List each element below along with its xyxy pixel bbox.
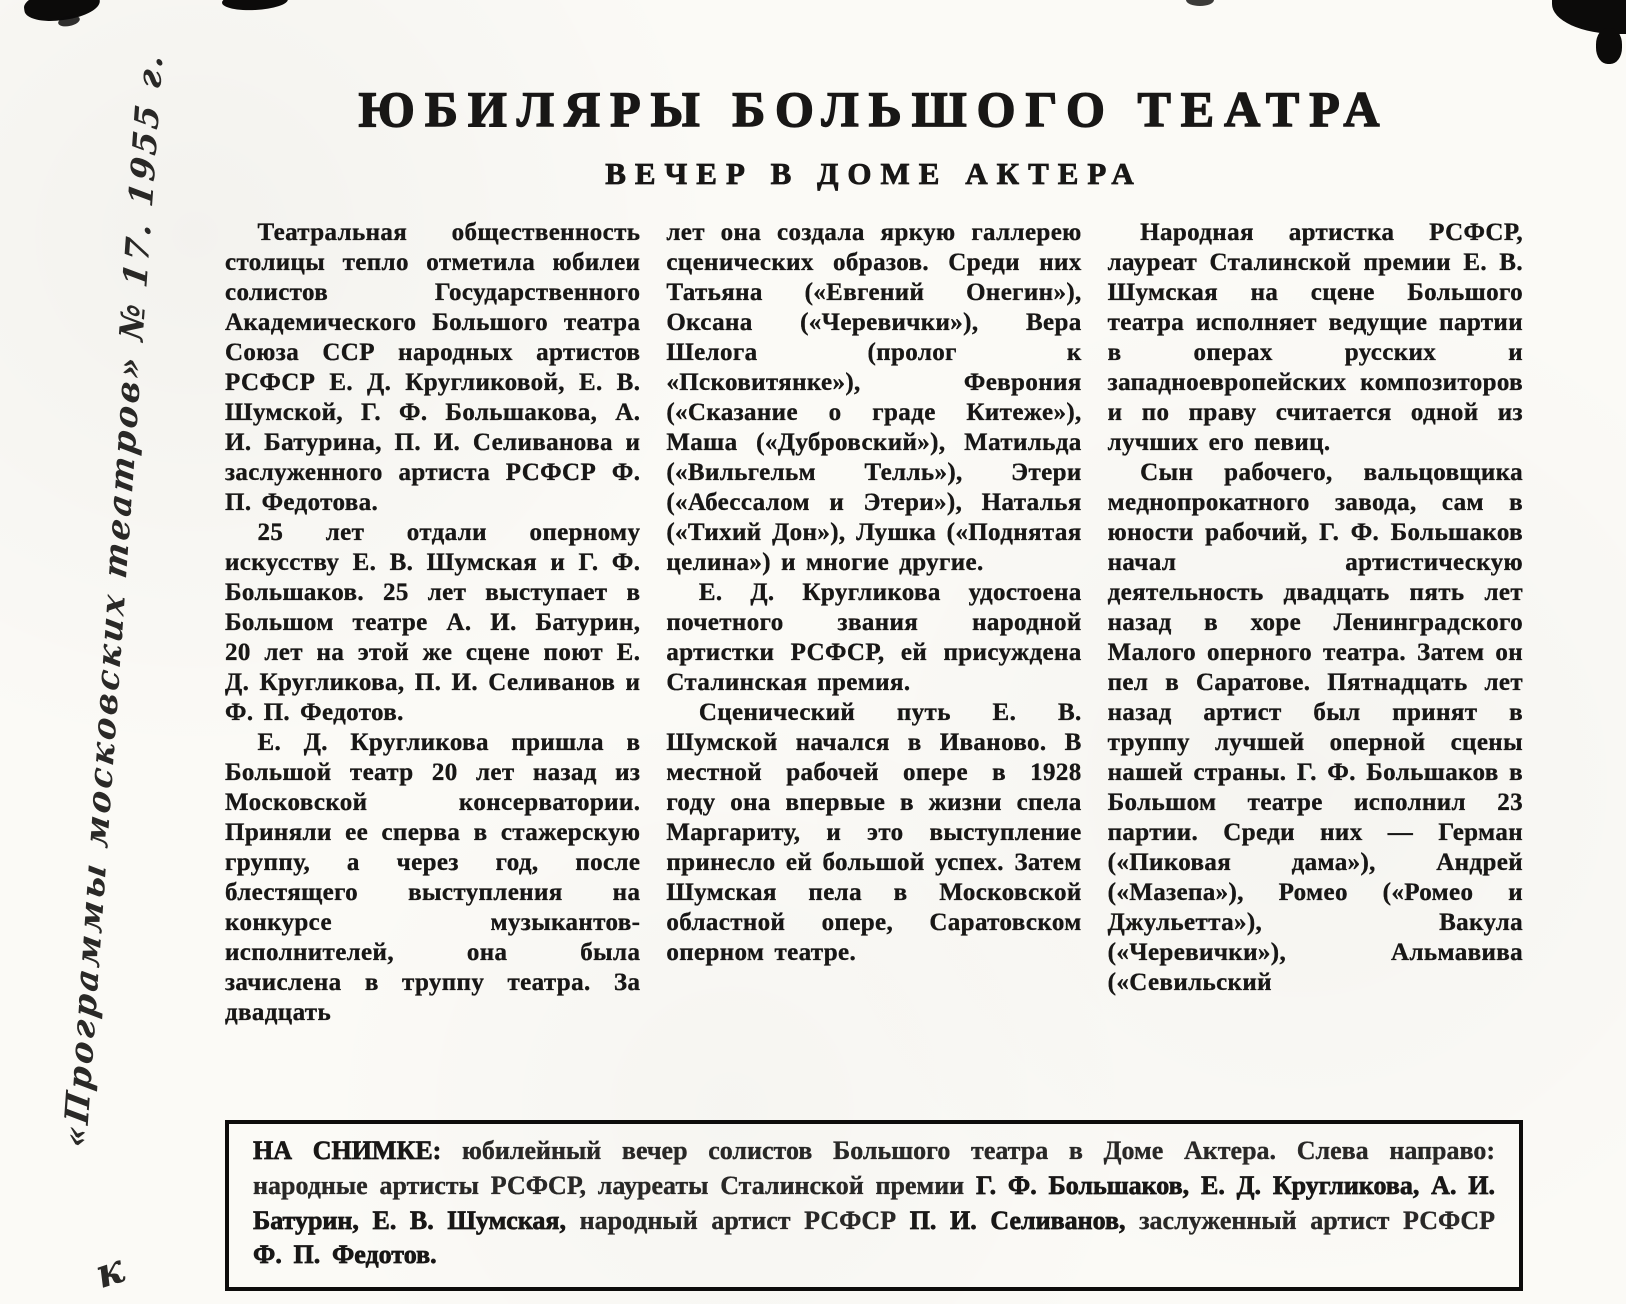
handwriting-corner-mark: к	[89, 1244, 130, 1299]
photo-caption-box	[225, 1120, 1523, 1291]
article-columns	[225, 218, 1523, 1106]
paragraph: Театральная общественность столицы тепло отметила юбилеи солистов Государственного Академического Большого театра Союза ССР народных артистов РСФСР Е. Д. Кругликовой, Е. В. Шумской, Г. Ф. Большакова, А. И. Батурина, П. И. Селиванова и заслуженного артиста РСФСР Ф. П. Федотова.	[225, 219, 641, 516]
column-2	[666, 218, 1081, 1106]
article-subtitle: ВЕЧЕР В ДОМЕ АКТЕРА	[605, 156, 1143, 191]
column-1	[225, 218, 640, 1106]
caption-segment: юбилейный вечер солистов Большого театра в Доме Актера. Слева направо: народные артисты РСФСР, лауреаты Сталинской премии	[253, 1136, 1495, 1200]
article	[225, 0, 1523, 1291]
paragraph: Е. Д. Кругликова пришла в Большой театр 20 лет назад из Московской консерватории. Приняли ее сперва в стажерскую группу, а через год, после блестящего выступления на конкурсе музыкантов-исполнителей, она была зачислена в труппу театра. За двадцать	[225, 729, 641, 1026]
scan-artifact	[1596, 28, 1622, 64]
caption-segment: НА СНИМКЕ:	[253, 1136, 463, 1165]
column-3	[1108, 218, 1523, 1106]
article-title: ЮБИЛЯРЫ БОЛЬШОГО ТЕАТРА	[358, 81, 1390, 137]
paragraph: Е. Д. Кругликова удостоена почетного звания народной артистки РСФСР, ей присуждена Сталинская премия.	[666, 579, 1082, 696]
caption-segment: Ф. П. Федотов.	[253, 1240, 437, 1270]
caption-segment: Г. Ф. Большаков, Е. Д. Кругликова, А. И. Батурин, Е. В. Шумская,	[253, 1170, 1495, 1235]
caption-segment: заслуженный артист РСФСР	[1139, 1205, 1495, 1235]
paragraph: 25 лет отдали оперному искусству Е. В. Шумская и Г. Ф. Большаков. 25 лет выступает в Большом театре А. И. Батурин, 20 лет на этой же сцене поют Е. Д. Кругликова, П. И. Селиванов и Ф. П. Федотов.	[225, 519, 641, 726]
paragraph: Сценический путь Е. В. Шумской начался в Иваново. В местной рабочей опере в 1928 году она впервые в жизни спела Маргариту, и это выступление принесло ей большой успех. Затем Шумская пела в Московской областной опере, Саратовском оперном театре.	[666, 699, 1082, 966]
paragraph: Сын рабочего, вальцовщика меднопрокатного завода, сам в юности рабочий, Г. Ф. Большаков начал артистическую деятельность двадцать пять лет назад в хоре Ленинградского Малого оперного театра. Затем он пел в Саратове. Пятнадцать лет назад артист был принят в труппу лучшей оперной сцены нашей страны. Г. Ф. Большаков в Большом театре исполнил 23 партии. Среди них — Герман («Пиковая дама»), Андрей («Мазепа»), Ромео («Ромео и Джульетта»), Вакула («Черевички»), Альмавива («Севильский	[1107, 459, 1523, 996]
caption-segment: П. И. Селиванов,	[909, 1205, 1140, 1235]
photo-caption	[253, 1134, 1495, 1273]
caption-segment: народный артист РСФСР	[579, 1205, 910, 1235]
paragraph: Народная артистка РСФСР, лауреат Сталинской премии Е. В. Шумская на сцене Большого театра исполняет ведущие партии в операх русских и западноевропейских композиторов и по праву считается одной из лучших его певиц.	[1107, 219, 1523, 456]
handwritten-annotation: «Программы московских театров» № 17. 1955 г.	[55, 48, 171, 1151]
paragraph: лет она создала яркую галлерею сценических образов. Среди них Татьяна («Евгений Онегин»), Оксана («Черевички»), Вера Шелога (пролог к «Псковитянке»), Феврония («Сказание о граде Китеже»), Маша («Дубровский»), Матильда («Вильгельм Телль»), Этери («Абессалом и Этери»), Наталья («Тихий Дон»), Лушка («Поднятая целина») и многие другие.	[666, 219, 1082, 576]
